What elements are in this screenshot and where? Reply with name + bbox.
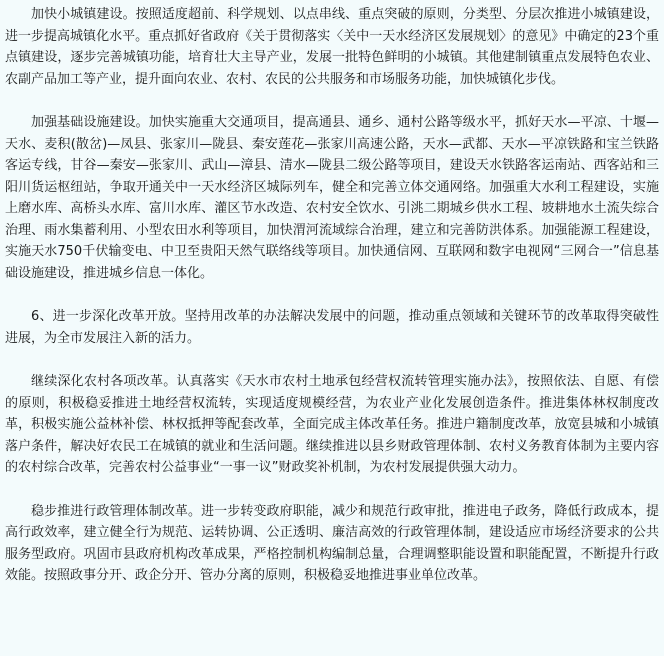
- paragraph-small-town-construction: 加快小城镇建设。按照适度超前、科学规划、以点串线、重点突破的原则，分类型、分层次推进小城镇建设，进一步提高城镇化水平。重点抓好省政府《关于贯彻落实〈关中一天水经济区发展规划〉的意见》中确定的23个重点镇建设，逐步完善城镇功能，培育壮大主导产业，发展一批特色鲜明的小城镇。其他建制镇重点发展特色农业、农副产品加工等产业，提升面向农业、农村、农民的公共服务和市场服务功能，加快城镇化步伐。: [5, 7, 659, 87]
- paragraph-rural-reform: 继续深化农村各项改革。认真落实《天水市农村土地承包经营权流转管理实施办法》，按照依法、自愿、有偿的原则，积极稳妥推进土地经营权流转，实现适度规模经营，为农业产业化发展创造条件。推进集体林权制度改革，积极实施公益林补偿、林权抵押等配套改革，全面完成主体改革任务。推进户籍制度改革，放宽县城和小城镇落户条件，解决好农民工在城镇的就业和生活问题。继续推进以县乡财政管理体制、农村义务教育体制为主要内容的农村综合改革，完善农村公益事业“一事一议”财政奖补机制，为农村发展提供强大动力。: [5, 374, 659, 475]
- paragraph-reform-opening: 6、进一步深化改革开放。坚持用改革的办法解决发展中的问题，推动重点领域和关键环节的改革取得突破性进展，为全市发展注入新的活力。: [5, 309, 659, 346]
- paragraph-administrative-reform: 稳步推进行政管理体制改革。进一步转变政府职能，减少和规范行政审批，推进电子政务，降低行政成本，提高行政效率，建立健全行为规范、运转协调、公正透明、廉洁高效的行政管理体制，建设适应市场经济要求的公共服务型政府。巩固市县政府机构改革成果，严格控制机构编制总量，合理调整职能设置和职能配置，不断提升行政效能。按照政事分开、政企分开、管办分离的原则，积极稳妥地推进事业单位改革。: [5, 503, 659, 583]
- paragraph-infrastructure-construction: 加强基础设施建设。加快实施重大交通项目，提高通县、通乡、通村公路等级水平，抓好天水—平凉、十堰—天水、麦积(散岔)—凤县、张家川—陇县、秦安莲花—张家川高速公路，天水—武都、天水—平凉铁路和宝兰铁路客运专线，甘谷—秦安—张家川、武山—漳县、清水—陇县二级公路等项目，建设天水铁路客运南站、西客站和三阳川货运枢纽站，争取开通关中一天水经济区城际列车，健全和完善立体交通网络。加强重大水利工程建设，实施上磨水库、高桥头水库、富川水库、灌区节水改造、农村安全饮水、引洮二期城乡供水工程、坡耕地水土流失综合治理、雨水集蓄利用、小型农田水利等项目，加快渭河流域综合治理，建立和完善防洪体系。加强能源工程建设，实施天水750千伏输变电、中卫至贵阳天然气联络线等项目。加快通信网、互联网和数字电视网“三网合一”信息基础设施建设，推进城乡信息一体化。: [5, 115, 659, 281]
